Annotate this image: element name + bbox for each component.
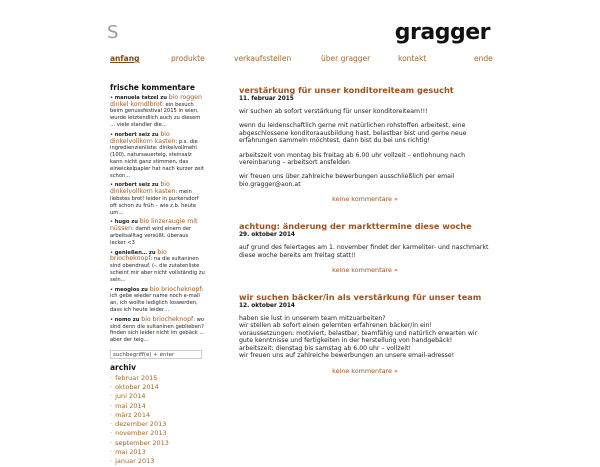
comment-author: meoglos zu bbox=[114, 286, 150, 293]
comment-post-link[interactable]: bio linzeraugie mit nüssen bbox=[110, 218, 198, 233]
comment-text: : p.s. die ingredienzienliste: dinkelvollmehl (100), natursauerteig, steinsalz kann nicht ganz stimmen, das einwickelpapier hat nach kurzer zeit schon… bbox=[110, 138, 204, 179]
comment-post-link[interactable]: bio briocheknopf bbox=[149, 285, 202, 293]
post-paragraph: wir suchen ab sofort verstärkung für unser konditoreiteam!!! bbox=[239, 108, 428, 115]
post-comments-link[interactable]: keine kommentare » bbox=[332, 195, 398, 204]
nav-anfang[interactable]: anfang bbox=[110, 54, 140, 63]
archive-link[interactable]: · märz 2014 bbox=[110, 411, 205, 420]
comment-text: : na die sultaninen sind obendrauf. (-. die zutatenliste scheint mir aber nicht vollständig zu sein... bbox=[110, 256, 205, 283]
archive-link[interactable]: · dezember 2013 bbox=[110, 420, 205, 429]
post-date: 12. oktober 2014 bbox=[239, 303, 295, 310]
nav-produkte[interactable]: produkte bbox=[171, 54, 205, 63]
nav-kontakt[interactable]: kontakt bbox=[398, 54, 427, 63]
comment-author: norbert seiz zu bbox=[114, 131, 161, 138]
archive-link[interactable]: · februar 2015 bbox=[110, 374, 205, 383]
comment-item: • norbert seiz zu bio dinkelvollkorn kasten: p.s. die ingredienzienliste: dinkelvollmehl (100), natursauerteig, steinsalz kann nicht ganz stimmen, das einwickelpapier hat nach kurzer zeit schon… bbox=[110, 130, 204, 179]
post-paragraph: arbeitszeit von montag bis freitag ab 6.00 uhr vollzeit – entlohnung nach vereinbarung – arbeitsort ansfelden bbox=[239, 151, 466, 167]
comment-author: norbert seiz zu bbox=[114, 182, 161, 189]
post-paragraph: wenn du leidenschaftlich gerne mit natürlichen rohstoffen arbeitest, eine abgeschlossene konditoraausbildung hast, belastbar bist und gerne neue erfahrungen sammeln möchtest, dann bist du bei uns richtig! bbox=[239, 122, 467, 145]
post bbox=[239, 85, 491, 203]
comment-item: • genießen… zu bio briocheknopf: na die sultaninen sind obendrauf. (-. die zutatenliste scheint mir aber nicht vollständig zu sein... bbox=[110, 248, 205, 283]
post-comments-link[interactable]: keine kommentare » bbox=[332, 266, 398, 275]
post-paragraph: wir freuen uns über zahlreiche bewerbungen ausschließlich per email bio.gragger@aon.at bbox=[239, 173, 455, 188]
comment-item: • norbert seiz zu bio dinkelvollkorn kasten: mein liebstes brot! leider in purkersdorf oft schon zu früh – wie z.b. heute um… bbox=[110, 181, 199, 216]
archive-heading: archiv bbox=[110, 362, 137, 372]
comment-post-link[interactable]: bio dinkelvollkorn kasten bbox=[110, 181, 176, 196]
post-list bbox=[239, 85, 491, 393]
comment-item: • manuela tatzel zu bio roggen dinkel korndlbrot: ein besuch beim genussfestival 2015 in wien, wurde letztendlich auch zu diesem … viele standler die… bbox=[110, 93, 202, 128]
archive-list bbox=[110, 374, 205, 467]
search-input[interactable]: suchbegriff(e) + enter bbox=[110, 350, 202, 359]
post bbox=[239, 292, 491, 374]
nav-ende[interactable]: ende bbox=[474, 54, 493, 63]
main-nav bbox=[110, 54, 493, 66]
archive-link[interactable]: · november 2013 bbox=[110, 429, 205, 438]
post-title[interactable]: achtung: änderung der markttermine diese woche bbox=[239, 221, 472, 232]
site-logo[interactable]: gragger bbox=[394, 20, 490, 45]
post bbox=[239, 221, 491, 274]
post-date: 29. oktober 2014 bbox=[239, 232, 295, 239]
comment-item: • meoglos zu bio briocheknopf: ich gebe wieder name noch e-mail an, ich wollte lediglich loswerden, dass ich heute leider… bbox=[110, 285, 204, 313]
nav-verkaufsstellen[interactable]: verkaufsstellen bbox=[234, 54, 292, 63]
comment-post-link[interactable]: bio briocheknopf bbox=[110, 248, 167, 263]
post-title[interactable]: wir suchen bäcker/in als verstärkung für unser team bbox=[239, 292, 482, 303]
comment-text: : ein besuch beim genussfestival 2015 in wien, wurde letztendlich auch zu diesem … viele standler die… bbox=[110, 101, 201, 128]
comment-author: genießen… zu bbox=[114, 249, 158, 256]
comment-item: • hugo zu bio linzeraugie mit nüssen: damit wird einem der arbeitsalltag versüßt. überaus lecker <3 bbox=[110, 218, 198, 246]
archive-link[interactable]: · mai 2014 bbox=[110, 402, 205, 411]
comments-heading: frische kommentare bbox=[110, 83, 195, 92]
nav-ueber-gragger[interactable]: über gragger bbox=[321, 54, 371, 63]
comment-text: : ich gebe wieder name noch e-mail an, ich wollte lediglich loswerden, dass ich heute leider… bbox=[110, 286, 204, 313]
comment-author: hugo zu bbox=[114, 219, 140, 226]
comment-author: nomo zu bbox=[114, 316, 142, 323]
post-paragraph: haben sie lust in unserem team mitzuarbeiten? wir stellen ab sofort einen gelernten erfahrenen bäcker/in ein! voraussetzungen: motiviert, belastbar, teamfähig und natürlich erwarten wir gute kenntnisse und fertigkeiten in der herstellung von handgebäck! arbeitszeit: dienstag bis samstag ab 6.00 uhr – vollzeit! wir freuen uns auf zahlreiche bewerbungen an unsere email-adresse! bbox=[239, 315, 478, 360]
comment-list bbox=[110, 95, 205, 344]
post-body bbox=[239, 244, 491, 259]
comment-item: • nomo zu bio briocheknopf: wo sind denn die sultaninen geblieben? finden sich leider nicht im gebäck … aber der teig… bbox=[110, 315, 205, 344]
comment-author: manuela tatzel zu bbox=[114, 94, 169, 101]
archive-link[interactable]: · mai 2013 bbox=[110, 448, 205, 457]
post-date: 11. februar 2015 bbox=[239, 96, 294, 102]
post-comments-link[interactable]: keine kommentare » bbox=[332, 366, 398, 375]
comment-post-link[interactable]: bio roggen dinkel korndlbrot bbox=[110, 93, 202, 108]
comment-text: : wo sind denn die sultaninen geblieben? finden sich leider nicht im gebäck … aber der teig… bbox=[110, 316, 205, 344]
archive-link[interactable]: · januar 2013 bbox=[110, 457, 205, 466]
post-paragraph: auf grund des feiertages am 1. november findet der karmeliter- und naschmarkt diese woche bereits am freitag statt!! bbox=[239, 244, 489, 259]
logo-mark[interactable]: S bbox=[107, 22, 119, 43]
archive-link[interactable]: · oktober 2014 bbox=[110, 383, 205, 392]
archive-link[interactable]: · september 2013 bbox=[110, 439, 205, 448]
sidebar bbox=[110, 85, 205, 467]
comment-post-link[interactable]: bio dinkelvollkorn kasten bbox=[110, 130, 176, 145]
comment-text: : damit wird einem der arbeitsalltag versüßt. überaus lecker <3 bbox=[110, 226, 192, 246]
post-title[interactable]: verstärkung für unser konditoreiteam gesucht bbox=[239, 85, 454, 95]
archive-link[interactable]: · juni 2014 bbox=[110, 392, 205, 401]
comment-text: : mein liebstes brot! leider in purkersdorf oft schon zu früh – wie z.b. heute um… bbox=[110, 189, 199, 216]
post-body bbox=[239, 108, 491, 188]
post-body bbox=[239, 315, 491, 359]
comment-post-link[interactable]: bio briocheknopf bbox=[141, 315, 194, 323]
